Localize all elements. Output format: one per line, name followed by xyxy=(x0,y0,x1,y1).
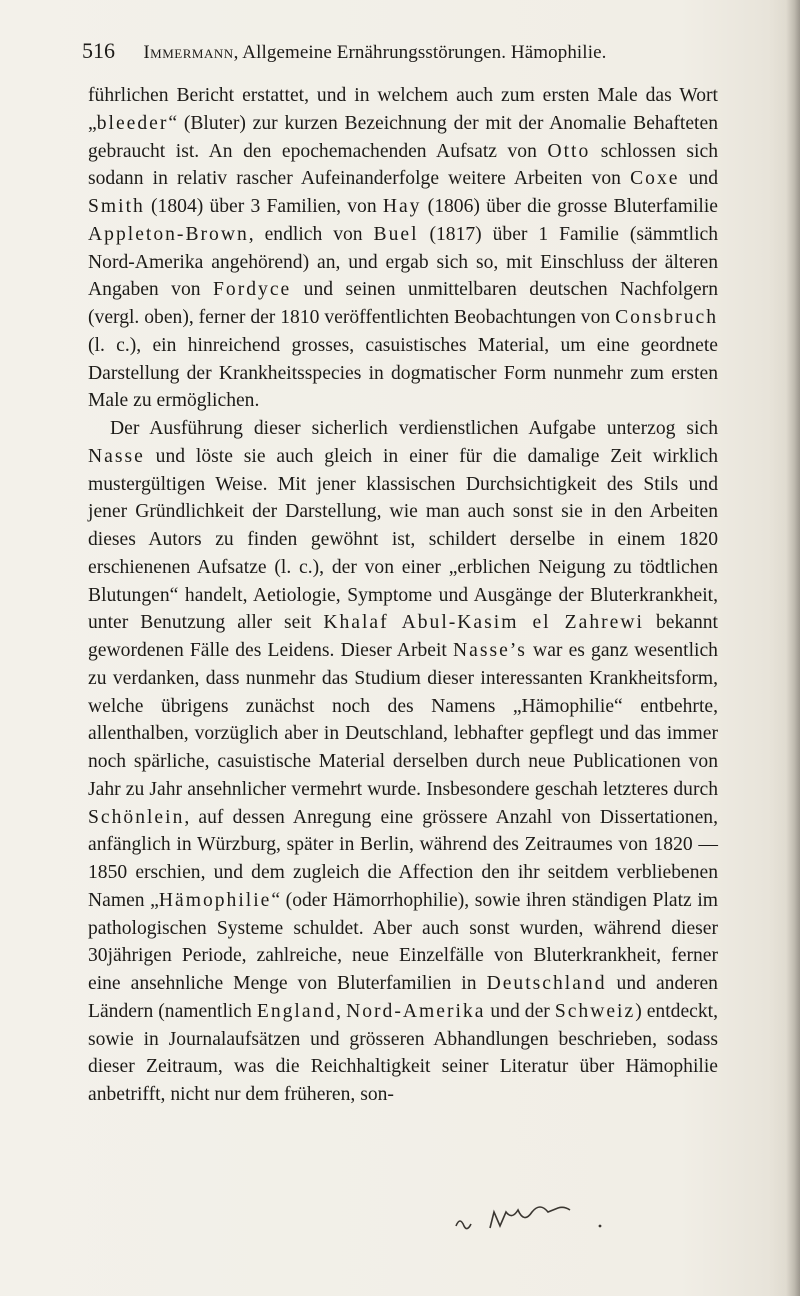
spaced-name: Nasse xyxy=(88,445,145,467)
page-header xyxy=(82,36,722,66)
paragraph-2 xyxy=(88,415,718,1109)
text-run: führlichen Bericht erstattet, und in welchem auch zum ersten Male das Wort „ xyxy=(88,85,718,134)
running-head xyxy=(143,42,606,63)
spaced-name: Hay xyxy=(382,196,422,217)
text-run: und seinen unmittelbaren deutschen Nachfolgern (vergl. oben), ferner der 1810 veröffentlichten Beobachtungen von xyxy=(88,279,718,328)
spaced-name: Nord-Amerika xyxy=(346,1000,486,1022)
spaced-name: England xyxy=(256,1000,337,1022)
text-run: “ (Bluter) zur kurzen Bezeichnung der mit der Anomalie Behafteten gebraucht ist. An den epochemachenden Aufsatz von xyxy=(88,112,718,162)
spaced-name: Hämophilie xyxy=(158,889,272,911)
running-head-title: , Allgemeine Ernährungsstörungen. Hämophilie. xyxy=(233,42,607,63)
text-run: ) entdeckt, sowie in Journalaufsätzen und grösseren Abhandlungen beschrieben, sodass dieser Zeitraum, was die Reichhaltigkeit seiner Literatur über Hämophilie anbetrifft, nicht nur dem früheren, son- xyxy=(88,1000,718,1105)
spaced-name: bleeder xyxy=(96,112,169,134)
spaced-name: Fordyce xyxy=(213,279,292,301)
text-run: war es ganz wesentlich zu verdanken, dass nunmehr das Studium dieser interessanten Krankheitsform, welche übrigens zunächst noch des Namens „Hämophilie“ entbehrte, allenthalben, vorzüglich aber in Deutschland, lebhafter gepflegt und das immer noch spärliche, casuistische Material derselben durch neue Publicationen von Jahr zu Jahr ansehnlicher vermehrt wurde. Insbesondere geschah letzteres durch xyxy=(88,640,718,800)
spaced-name: Smith xyxy=(88,196,145,217)
text-run: und xyxy=(679,168,719,190)
text-run: , auf dessen Anregung eine grössere Anzahl von Dissertationen, anfänglich in Würzburg, später in Berlin, während des Zeitraumes von 1820 — 1850 erschien, und dem zugleich die Affection den ihr seitdem verbliebenen Namen „ xyxy=(88,806,718,911)
text-run: (1817) über 1 Familie (sämmtlich Nord-Amerika angehörend) an, und ergab sich so, mit Einschluss der älteren Angaben von xyxy=(88,223,719,301)
spaced-name: Appleton-Brown xyxy=(88,223,249,245)
text-run: und anderen Ländern (namentlich xyxy=(88,973,718,1022)
spaced-name: Buel xyxy=(373,223,419,245)
text-run: , endlich von xyxy=(248,223,374,245)
text-run: (1804) über 3 Familien, von xyxy=(144,196,383,217)
text-run: schlossen sich sodann in relativ rascher Aufeinanderfolge weitere Arbeiten von xyxy=(88,140,718,190)
text-run: und der xyxy=(485,1000,555,1022)
text-run: und löste sie auch gleich in einer für die damalige Zeit wirklich mustergültigen Weise. Mit jener klassischen Durchsichtigkeit des Stils und jener Gründlichkeit der Darstellung, wie man auch sonst sie in den Arbeiten dieses Autors zu finden gewöhnt ist, schildert derselbe in einem 1820 erschienenen Aufsatze (l. c.), der von einer „erblichen Neigung zu tödtlichen Blutungen“ handelt, Aetiologie, Symptome und Ausgänge der Bluterkrankheit, unter Benutzung aller seit xyxy=(88,445,718,634)
spaced-name: Schönlein xyxy=(88,806,185,828)
spaced-name: Consbruch xyxy=(615,307,718,328)
body-text xyxy=(88,82,718,1109)
paragraph-1 xyxy=(88,82,718,415)
text-run: “ (oder Hämorrhophilie), sowie ihren ständigen Platz im pathologischen Systeme schuldet. Aber auch sonst wurden, während dieser 30jährigen Periode, zahlreiche, neue Einzelfälle von Bluterkrankheit, ferner eine ansehnliche Menge von Bluterfamilien in xyxy=(88,889,719,994)
text-run: (1806) über die grosse Bluterfamilie xyxy=(421,196,718,217)
page-binding-shadow xyxy=(786,0,800,1296)
text-run: (l. c.), ein hinreichend grosses, casuistisches Material, um eine geordnete Darstellung der Krankheitsspecies in dogmatischer Form nunmehr zum ersten Male zu ermöglichen. xyxy=(88,334,718,412)
spaced-name: Schweiz xyxy=(554,1000,636,1022)
spaced-name: Nasse’s xyxy=(453,640,527,661)
spaced-name: Coxe xyxy=(630,168,680,190)
spaced-name: Otto xyxy=(547,140,591,162)
text-run: bekannt gewordenen Fälle des Leidens. Dieser Arbeit xyxy=(88,612,718,661)
spaced-name: Deutschland xyxy=(486,973,607,994)
running-head-author: Immermann xyxy=(143,42,234,63)
text-run: Der Ausführung dieser sicherlich verdienstlichen Aufgabe unterzog sich xyxy=(110,418,718,439)
handwritten-mark-icon xyxy=(450,1198,630,1238)
spaced-name: Khalaf Abul-Kasim el Zahrewi xyxy=(323,612,644,634)
text-run: , xyxy=(336,1000,347,1022)
page-number: 516 xyxy=(82,38,115,63)
